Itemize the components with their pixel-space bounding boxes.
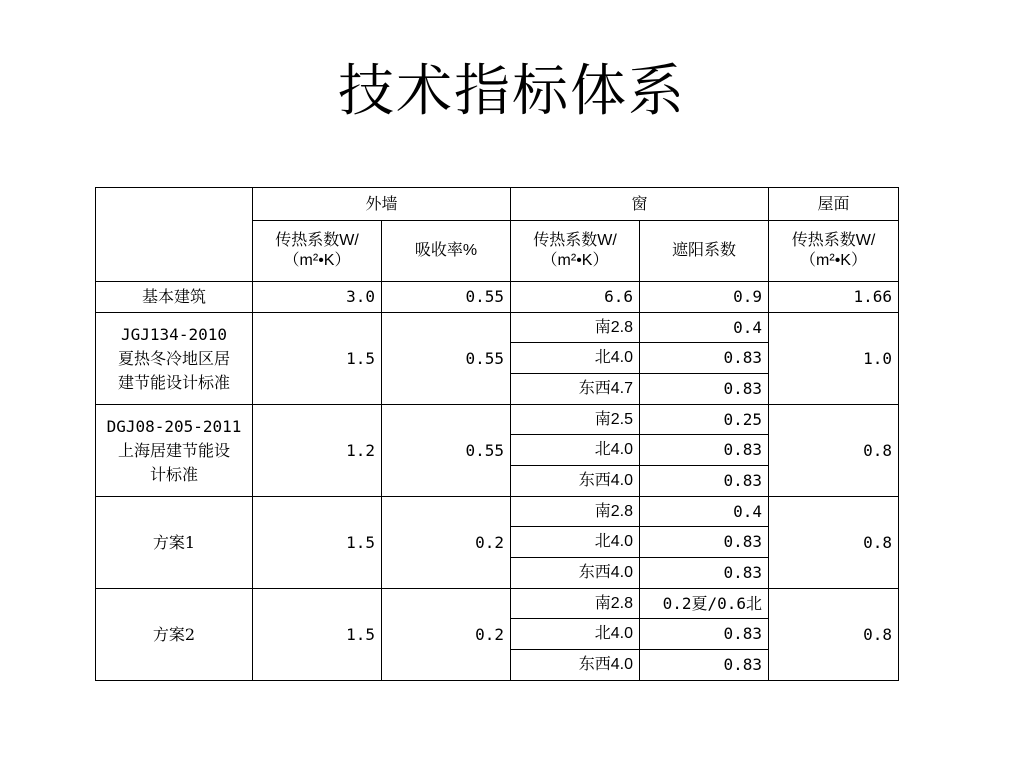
window-heat-coef-cell: 东西4.7	[511, 374, 640, 405]
shading-coef-cell: 0.83	[640, 374, 769, 405]
shading-coef-cell: 0.25	[640, 405, 769, 435]
row-name-line: 基本建筑	[141, 287, 206, 306]
window-heat-coef-cell: 北4.0	[511, 619, 640, 650]
shading-coef-cell: 0.9	[640, 282, 769, 313]
header-roof: 屋面	[769, 188, 899, 221]
row-name-line: 方案1	[152, 532, 196, 552]
header-wall-heat-coef	[253, 221, 382, 282]
shading-coef-cell: 0.83	[640, 650, 769, 681]
header-corner-cell	[96, 188, 253, 282]
indicator-table-wrapper	[95, 187, 899, 681]
row-name-cell	[96, 497, 253, 589]
window-heat-coef-cell: 北4.0	[511, 527, 640, 558]
absorptivity-cell: 0.2	[382, 589, 511, 681]
slide-title: 技术指标体系	[338, 59, 686, 124]
shading-coef-cell: 0.83	[640, 466, 769, 497]
window-heat-coef-cell: 南2.8	[511, 589, 640, 619]
wall-heat-coef-cell: 1.5	[253, 589, 382, 681]
row-name-line: JGJ134-2010	[121, 324, 227, 344]
heat-coef-unit: （m²•K）	[800, 252, 867, 269]
window-heat-coef-cell: 东西4.0	[511, 650, 640, 681]
window-heat-coef-cell: 东西4.0	[511, 466, 640, 497]
roof-heat-coef-cell: 0.8	[769, 497, 899, 589]
shading-coef-cell: 0.4	[640, 497, 769, 527]
wall-heat-coef-cell: 3.0	[253, 282, 382, 313]
header-window: 窗	[511, 188, 769, 221]
roof-heat-coef-cell: 0.8	[769, 405, 899, 497]
shading-coef-cell: 0.83	[640, 558, 769, 589]
header-row-groups	[96, 188, 899, 221]
roof-heat-coef-cell: 1.0	[769, 313, 899, 405]
window-heat-coef-cell: 6.6	[511, 282, 640, 313]
row-name-line: 上海居建节能设	[117, 440, 230, 460]
heat-coef-unit: （m²•K）	[541, 252, 609, 269]
heat-coef-label: 传热系数W/	[533, 232, 617, 249]
window-heat-coef-cell: 北4.0	[511, 435, 640, 466]
table-row	[96, 405, 899, 435]
shading-coef-cell: 0.83	[640, 435, 769, 466]
table-row	[96, 497, 899, 527]
absorptivity-cell: 0.55	[382, 313, 511, 405]
roof-heat-coef-cell: 1.66	[769, 282, 899, 313]
absorptivity-cell: 0.55	[382, 282, 511, 313]
window-heat-coef-cell: 南2.8	[511, 497, 640, 527]
heat-coef-label: 传热系数W/	[791, 232, 876, 249]
absorptivity-cell: 0.2	[382, 497, 511, 589]
row-name-cell	[96, 589, 253, 681]
table-row	[96, 282, 899, 313]
header-wall: 外墙	[253, 188, 511, 221]
row-name-line: 方案2	[152, 624, 196, 644]
absorptivity-cell: 0.55	[382, 405, 511, 497]
header-absorptivity: 吸收率%	[382, 221, 511, 282]
header-window-heat-coef	[511, 221, 640, 282]
window-heat-coef-cell: 南2.8	[511, 313, 640, 343]
row-name-line: 计标准	[149, 464, 198, 484]
row-name-cell	[96, 405, 253, 497]
row-name-cell	[96, 282, 253, 313]
table-row	[96, 589, 899, 619]
window-heat-coef-cell: 南2.5	[511, 405, 640, 435]
header-shading-coef: 遮阳系数	[640, 221, 769, 282]
heat-coef-label: 传热系数W/	[275, 232, 359, 249]
shading-coef-cell: 0.2夏/0.6北	[640, 589, 769, 619]
wall-heat-coef-cell: 1.5	[253, 497, 382, 589]
row-name-cell	[96, 313, 253, 405]
wall-heat-coef-cell: 1.5	[253, 313, 382, 405]
row-name-line: 建节能设计标准	[117, 372, 230, 392]
wall-heat-coef-cell: 1.2	[253, 405, 382, 497]
shading-coef-cell: 0.83	[640, 343, 769, 374]
row-name-line: DGJ08-205-2011	[106, 416, 242, 436]
window-heat-coef-cell: 北4.0	[511, 343, 640, 374]
shading-coef-cell: 0.83	[640, 527, 769, 558]
table-row	[96, 313, 899, 343]
header-roof-heat-coef	[769, 221, 899, 282]
indicator-table	[95, 187, 899, 681]
shading-coef-cell: 0.83	[640, 619, 769, 650]
shading-coef-cell: 0.4	[640, 313, 769, 343]
roof-heat-coef-cell: 0.8	[769, 589, 899, 681]
window-heat-coef-cell: 东西4.0	[511, 558, 640, 589]
heat-coef-unit: （m²•K）	[283, 252, 351, 269]
row-name-line: 夏热冬冷地区居	[117, 348, 230, 368]
table-body	[96, 188, 899, 681]
